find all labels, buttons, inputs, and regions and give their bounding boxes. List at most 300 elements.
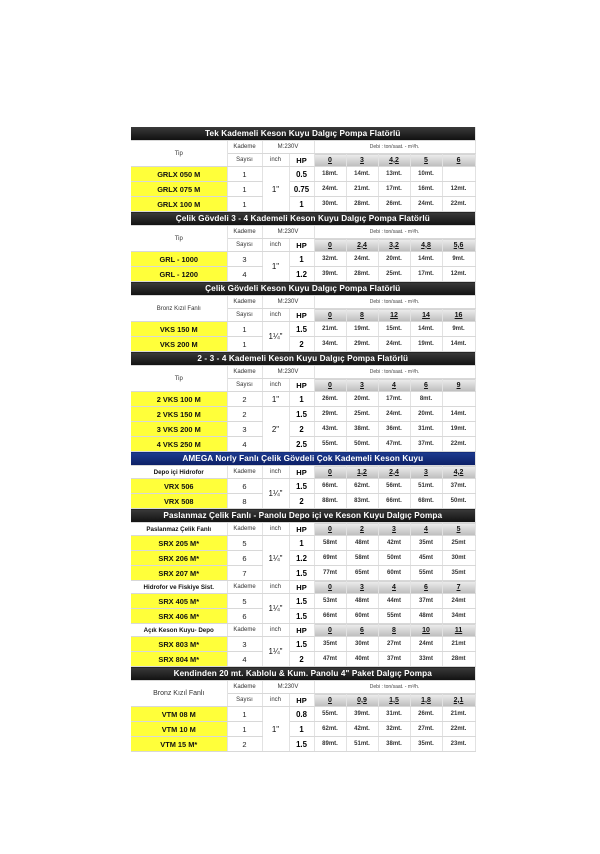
debi-value: 0: [314, 624, 346, 637]
flow-value: 25mt.: [346, 407, 378, 422]
flow-value: 38mt.: [378, 737, 410, 752]
flow-value: 39mt.: [346, 707, 378, 722]
tip-header: Tip: [131, 141, 227, 167]
debi-value: 2: [346, 523, 378, 536]
debi-value: 5,6: [442, 239, 475, 252]
debi-value: 5: [442, 523, 475, 536]
hp-value: 1.5: [289, 737, 314, 752]
kademe-value: 5: [227, 594, 262, 609]
flow-value: 14mt.: [410, 252, 442, 267]
inch-value: 1¼": [262, 637, 289, 667]
model-name: GRLX 050 M: [131, 167, 227, 182]
model-name: SRX 206 M*: [131, 551, 227, 566]
hp-value: 1.2: [289, 267, 314, 282]
flow-value: 60mt: [378, 566, 410, 581]
debi-value: 0: [314, 154, 346, 167]
section-title-row: [131, 667, 475, 681]
group-label: Paslanmaz Çelik Fanlı: [131, 523, 227, 536]
flow-value: 55mt.: [314, 437, 346, 452]
section-title: Tek Kademeli Keson Kuyu Dalgıç Pompa Flatörlü: [131, 127, 475, 141]
debi-value: 3: [378, 523, 410, 536]
inch-value: 1": [262, 707, 289, 752]
kademe-value: 3: [227, 422, 262, 437]
flow-value: 24mt.: [378, 337, 410, 352]
table-row: [131, 337, 475, 352]
flow-value: 23mt.: [442, 737, 475, 752]
flow-value: 28mt.: [346, 267, 378, 282]
flow-value: 83mt.: [346, 494, 378, 509]
hp-value: 2: [289, 494, 314, 509]
hp-header: HP: [289, 581, 314, 594]
flow-value: 51mt.: [410, 479, 442, 494]
voltage-header: M:230V: [262, 296, 314, 309]
inch-header: inch: [262, 694, 289, 707]
flow-value: 28mt.: [346, 197, 378, 212]
model-name: SRX 207 M*: [131, 566, 227, 581]
table-row: [131, 422, 475, 437]
header-row-top: [131, 226, 475, 239]
inch-value: 1": [262, 392, 289, 407]
hp-value: 2: [289, 337, 314, 352]
model-name: GRL - 1000: [131, 252, 227, 267]
section-title-row: [131, 282, 475, 296]
model-name: VRX 506: [131, 479, 227, 494]
kademe-header: Kademe: [227, 681, 262, 694]
flow-value: 58mt: [346, 551, 378, 566]
flow-value: 62mt.: [314, 722, 346, 737]
kademe-value: 6: [227, 479, 262, 494]
hp-value: 1.2: [289, 551, 314, 566]
debi-value: 4,2: [378, 154, 410, 167]
debi-value: 12: [378, 309, 410, 322]
table-row: [131, 392, 475, 407]
hp-value: 1: [289, 252, 314, 267]
flow-value: 21mt.: [442, 707, 475, 722]
hp-value: 1: [289, 197, 314, 212]
debi-header: Debi : ton/saat. - m³/h.: [314, 296, 475, 309]
debi-value: 6: [410, 379, 442, 392]
flow-value: 12mt.: [442, 182, 475, 197]
table-row: [131, 167, 475, 182]
table-row: [131, 479, 475, 494]
flow-value: 48mt: [410, 609, 442, 624]
debi-header: Debi : ton/saat. - m³/h.: [314, 681, 475, 694]
flow-value: 34mt: [442, 609, 475, 624]
table-row: [131, 609, 475, 624]
debi-header: Debi : ton/saat. - m³/h.: [314, 366, 475, 379]
header-row-top: [131, 681, 475, 694]
flow-value: 55mt.: [314, 707, 346, 722]
flow-value: 50mt.: [442, 494, 475, 509]
hp-value: 1.5: [289, 407, 314, 422]
inch-header: inch: [262, 624, 289, 637]
hp-header: HP: [289, 309, 314, 322]
debi-value: 4: [378, 379, 410, 392]
header-row: [131, 581, 475, 594]
section-title: Çelik Gövdeli Keson Kuyu Dalgıç Pompa Flatörlü: [131, 282, 475, 296]
flow-value: 24mt.: [378, 407, 410, 422]
table-row: [131, 407, 475, 422]
flow-value: 62mt.: [346, 479, 378, 494]
kademe-value: 3: [227, 252, 262, 267]
flow-value: 19mt.: [442, 422, 475, 437]
sayisi-header: Sayısı: [227, 154, 262, 167]
hp-header: HP: [289, 379, 314, 392]
flow-value: [442, 392, 475, 407]
flow-value: 20mt.: [378, 252, 410, 267]
flow-value: 22mt.: [442, 437, 475, 452]
debi-value: 0: [314, 581, 346, 594]
flow-value: 65mt: [346, 566, 378, 581]
flow-value: 48mt: [346, 594, 378, 609]
flow-value: 68mt.: [410, 494, 442, 509]
flow-value: 9mt.: [442, 252, 475, 267]
flow-value: 13mt.: [378, 167, 410, 182]
flow-value: 31mt.: [410, 422, 442, 437]
kademe-value: 2: [227, 737, 262, 752]
sayisi-header: Sayısı: [227, 239, 262, 252]
debi-value: 8: [378, 624, 410, 637]
hp-value: 2.5: [289, 437, 314, 452]
flow-value: 32mt.: [314, 252, 346, 267]
hp-value: 1: [289, 722, 314, 737]
hp-header: HP: [289, 624, 314, 637]
debi-value: 4,2: [442, 466, 475, 479]
flow-value: 77mt: [314, 566, 346, 581]
flow-value: 66mt.: [314, 479, 346, 494]
model-name: VTM 15 M*: [131, 737, 227, 752]
table-row: [131, 494, 475, 509]
table-row: [131, 722, 475, 737]
hp-value: 1.5: [289, 566, 314, 581]
flow-value: 47mt: [314, 652, 346, 667]
debi-value: 0: [314, 379, 346, 392]
tip-header: Bronz Kızıl Fanlı: [131, 296, 227, 322]
kademe-value: 1: [227, 337, 262, 352]
kademe-header: Kademe: [227, 141, 262, 154]
model-name: VKS 200 M: [131, 337, 227, 352]
debi-value: 0: [314, 523, 346, 536]
kademe-value: 2: [227, 392, 262, 407]
flow-value: 20mt.: [346, 392, 378, 407]
flow-value: 19mt.: [410, 337, 442, 352]
table-row: [131, 652, 475, 667]
header-row: [131, 466, 475, 479]
flow-value: 35mt: [314, 637, 346, 652]
hp-value: 1.5: [289, 479, 314, 494]
kademe-value: 1: [227, 322, 262, 337]
flow-value: 30mt.: [314, 197, 346, 212]
flow-value: 89mt.: [314, 737, 346, 752]
flow-value: 47mt.: [378, 437, 410, 452]
model-name: GRLX 100 M: [131, 197, 227, 212]
flow-value: 27mt.: [410, 722, 442, 737]
table-row: [131, 252, 475, 267]
flow-value: 38mt.: [346, 422, 378, 437]
kademe-value: 4: [227, 652, 262, 667]
voltage-header: M:230V: [262, 226, 314, 239]
flow-value: 25mt.: [378, 267, 410, 282]
flow-value: 39mt.: [314, 267, 346, 282]
section-title: AMEGA Norly Fanlı Çelik Gövdeli Çok Kademeli Keson Kuyu: [131, 452, 475, 466]
kademe-value: 8: [227, 494, 262, 509]
debi-value: 2,4: [378, 466, 410, 479]
flow-value: 26mt.: [378, 197, 410, 212]
flow-value: 37mt: [378, 652, 410, 667]
table-row: [131, 322, 475, 337]
inch-value: 1": [262, 252, 289, 282]
flow-value: 60mt: [346, 609, 378, 624]
debi-value: 9: [442, 379, 475, 392]
hp-value: 1.5: [289, 594, 314, 609]
section-title-row: [131, 452, 475, 466]
debi-value: 10: [410, 624, 442, 637]
flow-value: 14mt.: [442, 337, 475, 352]
kademe-value: 6: [227, 551, 262, 566]
debi-value: 3,2: [378, 239, 410, 252]
flow-value: 44mt: [378, 594, 410, 609]
debi-value: 3: [410, 466, 442, 479]
model-name: SRX 405 M*: [131, 594, 227, 609]
flow-value: 48mt: [346, 536, 378, 551]
voltage-header: M:230V: [262, 366, 314, 379]
flow-value: 50mt: [378, 551, 410, 566]
kademe-value: 3: [227, 637, 262, 652]
debi-value: 0: [314, 239, 346, 252]
flow-value: 8mt.: [410, 392, 442, 407]
section-title-row: [131, 509, 475, 523]
debi-value: 6: [442, 154, 475, 167]
table-row: [131, 197, 475, 212]
inch-header: inch: [262, 154, 289, 167]
kademe-value: 6: [227, 609, 262, 624]
flow-value: 36mt.: [378, 422, 410, 437]
section-title: 2 - 3 - 4 Kademeli Keson Kuyu Dalgıç Pompa Flatörlü: [131, 352, 475, 366]
debi-value: 6: [346, 624, 378, 637]
flow-value: 15mt.: [378, 322, 410, 337]
flow-value: 10mt.: [410, 167, 442, 182]
debi-value: 0: [314, 694, 346, 707]
flow-value: 31mt.: [378, 707, 410, 722]
tip-header: Tip: [131, 366, 227, 392]
debi-value: 16: [442, 309, 475, 322]
debi-value: 4: [378, 581, 410, 594]
inch-value: 1¼": [262, 594, 289, 624]
flow-value: 33mt: [410, 652, 442, 667]
hp-header: HP: [289, 154, 314, 167]
kademe-value: 2: [227, 407, 262, 422]
section-title: Çelik Gövdeli 3 - 4 Kademeli Keson Kuyu Dalgıç Pompa Flatörlü: [131, 212, 475, 226]
sayisi-header: Sayısı: [227, 694, 262, 707]
debi-value: 2,4: [346, 239, 378, 252]
flow-value: 18mt.: [314, 167, 346, 182]
model-name: GRLX 075 M: [131, 182, 227, 197]
hp-value: 2: [289, 652, 314, 667]
debi-value: 3: [346, 379, 378, 392]
model-name: VKS 150 M: [131, 322, 227, 337]
table-row: [131, 737, 475, 752]
flow-value: 50mt.: [346, 437, 378, 452]
kademe-value: 1: [227, 707, 262, 722]
flow-value: 37mt: [410, 594, 442, 609]
flow-value: 42mt.: [346, 722, 378, 737]
voltage-header: M:230V: [262, 141, 314, 154]
kademe-value: 1: [227, 722, 262, 737]
header-row-top: [131, 296, 475, 309]
flow-value: 42mt: [378, 536, 410, 551]
table-row: [131, 551, 475, 566]
hp-value: 1.5: [289, 637, 314, 652]
flow-value: 29mt.: [346, 337, 378, 352]
kademe-header: Kademe: [227, 581, 262, 594]
hp-value: 0.8: [289, 707, 314, 722]
flow-value: 22mt.: [442, 197, 475, 212]
flow-value: 32mt.: [378, 722, 410, 737]
model-name: 3 VKS 200 M: [131, 422, 227, 437]
hp-header: HP: [289, 523, 314, 536]
flow-value: 24mt: [410, 637, 442, 652]
table-row: [131, 566, 475, 581]
flow-value: 24mt: [442, 594, 475, 609]
flow-value: [442, 167, 475, 182]
table-row: [131, 267, 475, 282]
flow-value: 55mt: [410, 566, 442, 581]
flow-value: 35mt: [442, 566, 475, 581]
tip-header: Tip: [131, 226, 227, 252]
header-row-top: [131, 366, 475, 379]
model-name: VTM 10 M: [131, 722, 227, 737]
table-row: [131, 536, 475, 551]
kademe-header: Kademe: [227, 624, 262, 637]
model-name: SRX 406 M*: [131, 609, 227, 624]
flow-value: 28mt: [442, 652, 475, 667]
flow-value: 14mt.: [346, 167, 378, 182]
model-name: SRX 804 M*: [131, 652, 227, 667]
flow-value: 66mt: [314, 609, 346, 624]
kademe-value: 1: [227, 182, 262, 197]
flow-value: 35mt.: [410, 737, 442, 752]
table-row: [131, 707, 475, 722]
pump-price-table: [131, 127, 476, 752]
flow-value: 53mt: [314, 594, 346, 609]
kademe-header: Kademe: [227, 296, 262, 309]
debi-value: 5: [410, 154, 442, 167]
flow-value: 22mt.: [442, 722, 475, 737]
flow-value: 29mt.: [314, 407, 346, 422]
debi-value: 7: [442, 581, 475, 594]
flow-value: 19mt.: [346, 322, 378, 337]
model-name: GRL - 1200: [131, 267, 227, 282]
inch-header: inch: [262, 239, 289, 252]
flow-value: 58mt: [314, 536, 346, 551]
flow-value: 17mt.: [378, 392, 410, 407]
inch-value: 1": [262, 167, 289, 212]
inch-value: 2": [262, 407, 289, 452]
flow-value: 24mt.: [314, 182, 346, 197]
debi-value: 1,8: [410, 694, 442, 707]
debi-header: Debi : ton/saat. - m³/h.: [314, 226, 475, 239]
flow-value: 56mt.: [378, 479, 410, 494]
flow-value: 37mt.: [442, 479, 475, 494]
debi-value: 3: [346, 154, 378, 167]
kademe-header: Kademe: [227, 523, 262, 536]
group-label: Depo içi Hidrofor: [131, 466, 227, 479]
model-name: VTM 08 M: [131, 707, 227, 722]
kademe-value: 5: [227, 536, 262, 551]
flow-value: 14mt.: [410, 322, 442, 337]
flow-value: 9mt.: [442, 322, 475, 337]
flow-value: 21mt.: [314, 322, 346, 337]
flow-value: 21mt.: [346, 182, 378, 197]
debi-value: 11: [442, 624, 475, 637]
debi-value: 4: [410, 523, 442, 536]
table-row: [131, 437, 475, 452]
hp-value: 1: [289, 392, 314, 407]
debi-value: 0: [314, 309, 346, 322]
flow-value: 26mt.: [410, 707, 442, 722]
kademe-value: 1: [227, 197, 262, 212]
hp-value: 1: [289, 536, 314, 551]
inch-value: 1¼": [262, 536, 289, 581]
header-row: [131, 624, 475, 637]
hp-header: HP: [289, 466, 314, 479]
header-row-top: [131, 141, 475, 154]
flow-value: 66mt.: [378, 494, 410, 509]
hp-value: 0.75: [289, 182, 314, 197]
debi-value: 14: [410, 309, 442, 322]
kademe-header: Kademe: [227, 466, 262, 479]
sayisi-header: Sayısı: [227, 309, 262, 322]
table-row: [131, 182, 475, 197]
kademe-header: Kademe: [227, 366, 262, 379]
hp-value: 0.5: [289, 167, 314, 182]
sayisi-header: Sayısı: [227, 379, 262, 392]
table-row: [131, 637, 475, 652]
inch-value: 1¼": [262, 479, 289, 509]
flow-value: 88mt.: [314, 494, 346, 509]
flow-value: 69mt: [314, 551, 346, 566]
debi-value: 6: [410, 581, 442, 594]
kademe-value: 1: [227, 167, 262, 182]
group-label: Hidrofor ve Fiskiye Sist.: [131, 581, 227, 594]
model-name: 2 VKS 100 M: [131, 392, 227, 407]
kademe-header: Kademe: [227, 226, 262, 239]
flow-value: 25mt: [442, 536, 475, 551]
flow-value: 51mt.: [346, 737, 378, 752]
hp-header: HP: [289, 239, 314, 252]
section-title-row: [131, 127, 475, 141]
model-name: 2 VKS 150 M: [131, 407, 227, 422]
debi-value: 2,1: [442, 694, 475, 707]
debi-value: 8: [346, 309, 378, 322]
hp-value: 1.5: [289, 609, 314, 624]
section-title-row: [131, 352, 475, 366]
tip-header: Bronz Kızıl Fanlı: [131, 681, 227, 707]
flow-value: 24mt.: [410, 197, 442, 212]
debi-value: 1,2: [346, 466, 378, 479]
flow-value: 26mt.: [314, 392, 346, 407]
inch-header: inch: [262, 379, 289, 392]
flow-value: 17mt.: [378, 182, 410, 197]
debi-value: 3: [346, 581, 378, 594]
model-name: SRX 803 M*: [131, 637, 227, 652]
flow-value: 20mt.: [410, 407, 442, 422]
header-row: [131, 523, 475, 536]
flow-value: 30mt: [442, 551, 475, 566]
debi-header: Debi : ton/saat. - m³/h.: [314, 141, 475, 154]
debi-value: 4,8: [410, 239, 442, 252]
flow-value: 17mt.: [410, 267, 442, 282]
